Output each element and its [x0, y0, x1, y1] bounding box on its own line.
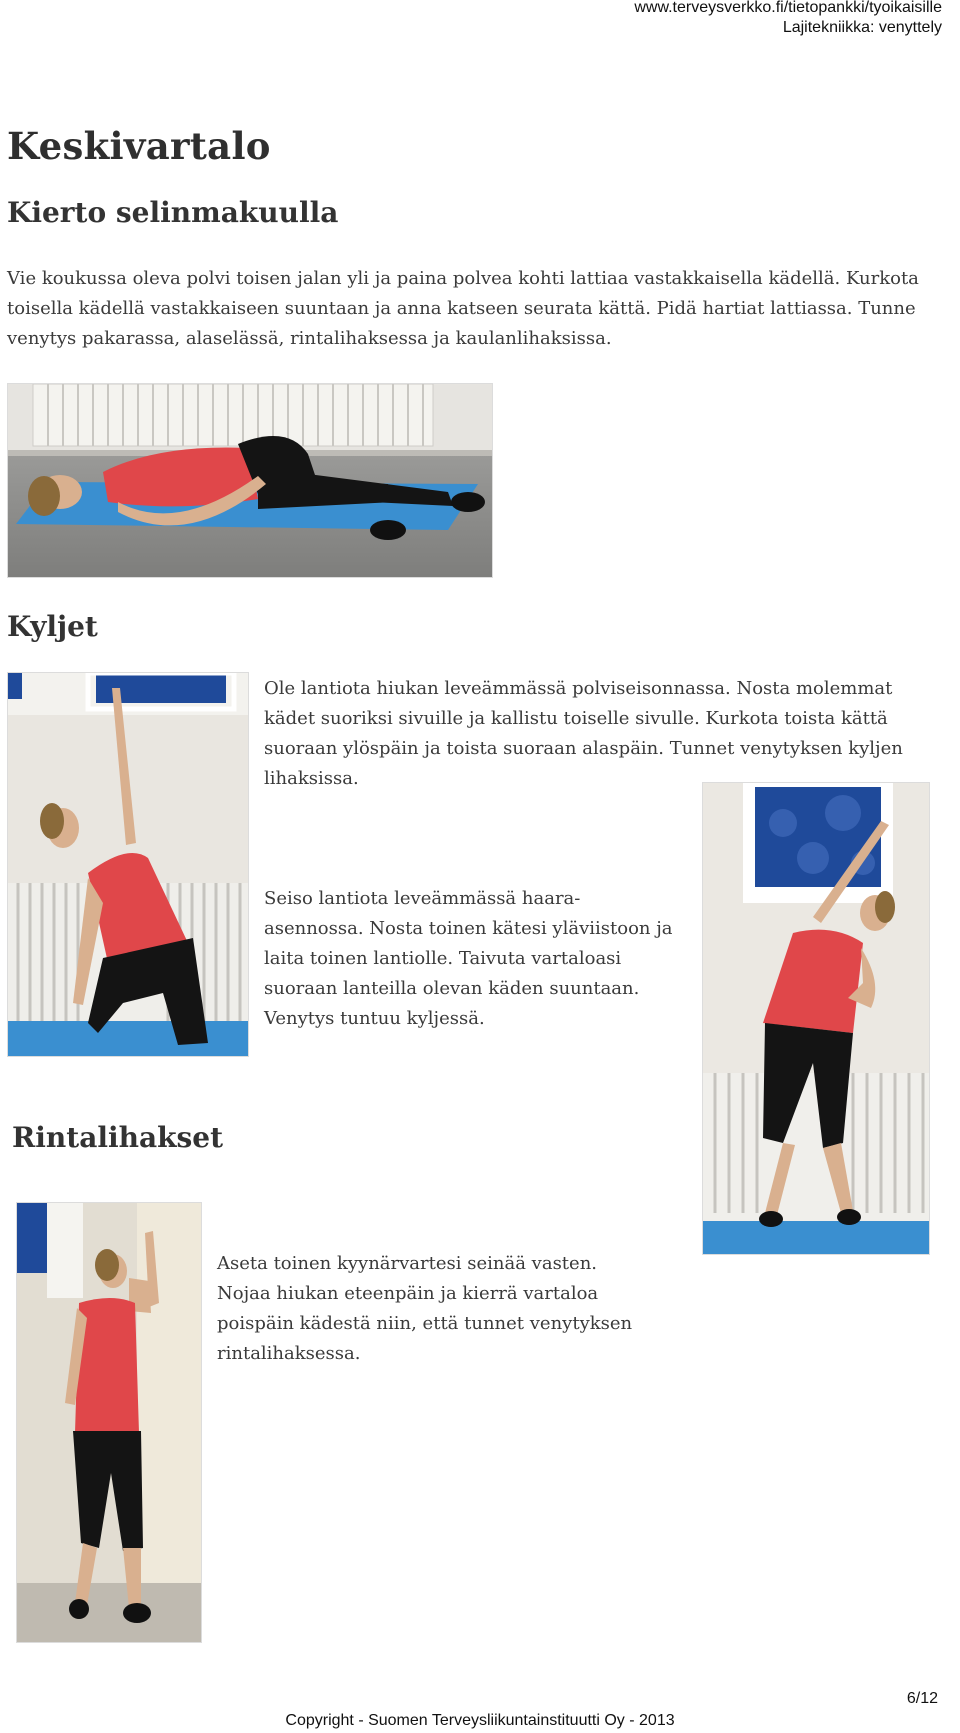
- header-url: www.terveysverkko.fi/tietopankki/tyoikaisille: [634, 0, 942, 16]
- text-line: Ole lantiota hiukan leveämmässä polviseisonnassa. Nosta molemmat: [264, 678, 893, 699]
- text-line: Aseta toinen kyynärvartesi seinää vasten.: [217, 1253, 598, 1274]
- text-line: suoraan ylöspäin ja toista suoraan alaspäin. Tunnet venytyksen kyljen: [264, 738, 903, 759]
- page-number: 6/12: [906, 1690, 938, 1707]
- text-line: asennossa. Nosta toinen kätesi yläviistoon ja: [264, 918, 673, 939]
- page-title: Keskivartalo: [7, 124, 271, 168]
- text-line: suoraan lanteilla olevan käden suuntaan.: [264, 978, 640, 999]
- text-line: venytys pakarassa, alaselässä, rintalihaksessa ja kaulanlihaksissa.: [7, 328, 612, 349]
- photo-lying-twist: [7, 383, 493, 578]
- text-line: Nojaa hiukan eteenpäin ja kierrä vartaloa: [217, 1283, 599, 1304]
- text-line: Venytys tuntuu kyljessä.: [264, 1008, 485, 1029]
- text-line: lihaksissa.: [264, 768, 359, 789]
- footer-copyright: Copyright - Suomen Terveysliikuntainstituutti Oy - 2013: [285, 1712, 675, 1729]
- kyljet-text-1: [264, 674, 934, 794]
- photo-kneeling-side-bend: [7, 672, 249, 1057]
- kyljet-text-2: [264, 884, 704, 1034]
- text-line: laita toinen lantiolle. Taivuta vartaloasi: [264, 948, 622, 969]
- section-heading-kierto: Kierto selinmakuulla: [7, 196, 339, 229]
- photo-chest-stretch: [16, 1202, 202, 1643]
- text-line: Seiso lantiota leveämmässä haara-: [264, 888, 581, 909]
- text-line: poispäin kädestä niin, että tunnet venytyksen: [217, 1313, 633, 1334]
- text-line: kädet suoriksi sivuille ja kallistu toiselle sivulle. Kurkota toista kättä: [264, 708, 888, 729]
- text-line: Vie koukussa oleva polvi toisen jalan yli ja paina polvea kohti lattiaa vastakkaisella kädellä. Kurkota: [7, 268, 919, 289]
- text-line: rintalihaksessa.: [217, 1343, 361, 1364]
- rinta-text: [217, 1249, 687, 1369]
- page-header: [342, 0, 942, 38]
- section-text-kierto: [7, 264, 952, 354]
- section-heading-rinta: Rintalihakset: [12, 1121, 224, 1154]
- photo-standing-side-bend: [702, 782, 930, 1255]
- text-line: toisella kädellä vastakkaiseen suuntaan ja anna katseen seurata kättä. Pidä hartiat lattiassa. Tunne: [7, 298, 916, 319]
- header-subtitle: Lajitekniikka: venyttely: [782, 19, 942, 36]
- section-heading-kyljet: Kyljet: [7, 610, 98, 643]
